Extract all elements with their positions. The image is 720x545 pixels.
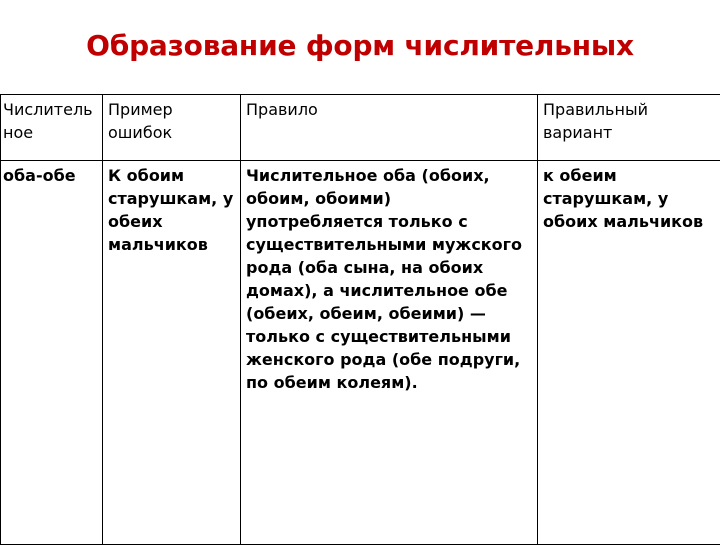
header-error-example: Пример ошибок <box>103 95 241 161</box>
numerals-table <box>0 94 720 545</box>
cell-correct-variant: к обеим старушкам, у обоих мальчиков <box>538 161 720 545</box>
table-header-row <box>1 95 720 161</box>
header-rule: Правило <box>241 95 538 161</box>
slide-title: Образование форм числительных <box>0 26 720 66</box>
header-correct-variant: Правильный вариант <box>538 95 720 161</box>
cell-numeral: оба-обе <box>1 161 103 545</box>
cell-rule: Числительное оба (обоих, обоим, обоими) употребляется только с существительными мужского рода (оба сына, на обоих домах), а числительное обе (обеих, обеим, обеими) — только с существительными женского рода (обе подруги, по обеим колеям). <box>241 161 538 545</box>
table-row <box>1 161 720 545</box>
header-numeral: Числительное <box>1 95 103 161</box>
cell-error-example: К обоим старушкам, у обеих мальчиков <box>103 161 241 545</box>
